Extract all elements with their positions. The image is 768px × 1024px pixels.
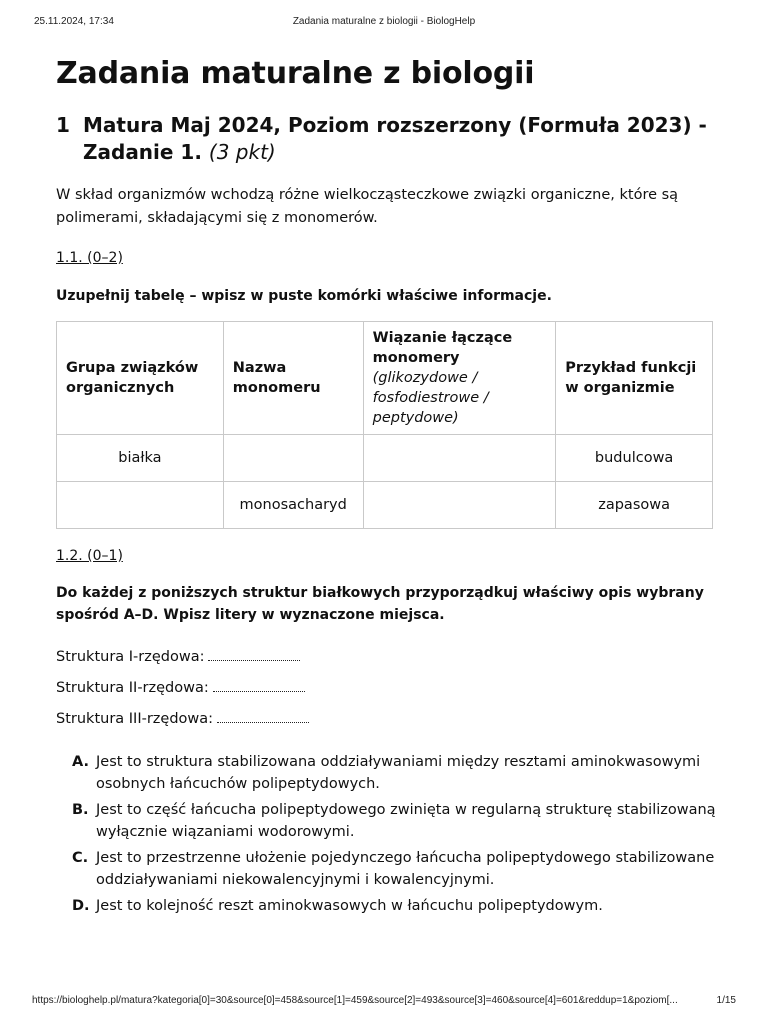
- print-footer: [0, 995, 768, 1009]
- table-cell: zapasowa: [556, 482, 713, 529]
- page-title: Zadania maturalne z biologii: [56, 56, 535, 91]
- option-item: [56, 799, 716, 843]
- option-letter: C.: [72, 850, 89, 866]
- header-label: Wiązanie łączące monomery: [372, 330, 513, 366]
- option-letter: A.: [72, 754, 89, 770]
- task-intro: W skład organizmów wchodzą różne wielkocząsteczkowe związki organiczne, które są polimerami, składającymi się z monomerów.: [56, 187, 679, 226]
- option-text: Jest to kolejność reszt aminokwasowych w łańcuchu polipeptydowym.: [96, 898, 603, 914]
- structure-label: Struktura II-rzędowa:: [56, 680, 209, 696]
- table-header-cell: [556, 322, 713, 435]
- option-text: Jest to przestrzenne ułożenie pojedynczego łańcucha polipeptydowego stabilizowane oddziaływaniami niekowalencyjnymi i kowalencyjnymi.: [96, 850, 715, 888]
- subtask-2-instruction: Do każdej z poniższych struktur białkowych przyporządkuj właściwy opis wybrany spośród A–D. Wpisz litery w wyznaczone miejsca.: [56, 585, 704, 623]
- structure-answer-lines: [56, 642, 716, 735]
- answer-blank[interactable]: [208, 648, 300, 661]
- option-text: Jest to struktura stabilizowana oddziaływaniami między resztami aminokwasowymi osobnych łańcuchów polipeptydowych.: [96, 754, 701, 792]
- print-page-title: Zadania maturalne z biologii - BiologHelp: [292, 16, 476, 27]
- answer-options: [56, 751, 716, 917]
- table-header-cell: [363, 322, 556, 435]
- task-number: 1: [56, 113, 70, 137]
- table-header-cell: [57, 322, 224, 435]
- table-row: [57, 435, 713, 482]
- subtask-1-instruction: Uzupełnij tabelę – wpisz w puste komórki właściwe informacje.: [56, 288, 552, 304]
- table-cell: białka: [57, 435, 224, 482]
- task-heading-text: Matura Maj 2024, Poziom rozszerzony (Formuła 2023) - Zadanie 1.: [83, 113, 707, 164]
- option-item: [56, 751, 716, 795]
- header-hint: (glikozydowe / fosfodiestrowe / peptydowe): [372, 370, 489, 426]
- option-item: [56, 847, 716, 891]
- structure-label: Struktura I-rzędowa:: [56, 649, 205, 665]
- print-url: https://biologhelp.pl/matura?kategoria[0]=30&source[0]=458&source[1]=459&source[2]=493&source[3]=460&source[4]=601&reddup=1&poziom[...: [32, 995, 678, 1006]
- structure-label: Struktura III-rzędowa:: [56, 711, 214, 727]
- table-header-row: [57, 322, 713, 435]
- subtask-1-label: 1.1. (0–2): [56, 250, 123, 266]
- document-content: [56, 54, 716, 921]
- table-cell-blank[interactable]: [363, 482, 556, 529]
- structure-line: [56, 673, 716, 704]
- table-cell-blank[interactable]: [363, 435, 556, 482]
- answer-blank[interactable]: [217, 710, 309, 723]
- option-item: [56, 895, 716, 917]
- structure-line: [56, 704, 716, 735]
- page-number: 1/15: [716, 995, 736, 1006]
- structure-line: [56, 642, 716, 673]
- task-heading: [56, 112, 716, 166]
- table-cell: monosacharyd: [223, 482, 363, 529]
- print-date: 25.11.2024, 17:34: [34, 16, 114, 27]
- option-text: Jest to część łańcucha polipeptydowego zwinięta w regularną strukturę stabilizowaną wyłącznie wiązaniami wodorowymi.: [96, 802, 716, 840]
- header-label: Przykład funkcji w organizmie: [565, 360, 697, 396]
- table-cell: budulcowa: [556, 435, 713, 482]
- table-header-cell: [223, 322, 363, 435]
- option-letter: D.: [72, 898, 90, 914]
- task-points: (3 pkt): [208, 140, 276, 164]
- subtask-2-label: 1.2. (0–1): [56, 548, 123, 564]
- fill-in-table: [56, 321, 713, 529]
- table-cell-blank[interactable]: [223, 435, 363, 482]
- table-row: [57, 482, 713, 529]
- print-header: [0, 16, 768, 30]
- table-cell-blank[interactable]: [57, 482, 224, 529]
- header-label: Grupa związków organicznych: [66, 360, 199, 396]
- option-letter: B.: [72, 802, 89, 818]
- header-label: Nazwa monomeru: [232, 360, 321, 396]
- answer-blank[interactable]: [213, 679, 305, 692]
